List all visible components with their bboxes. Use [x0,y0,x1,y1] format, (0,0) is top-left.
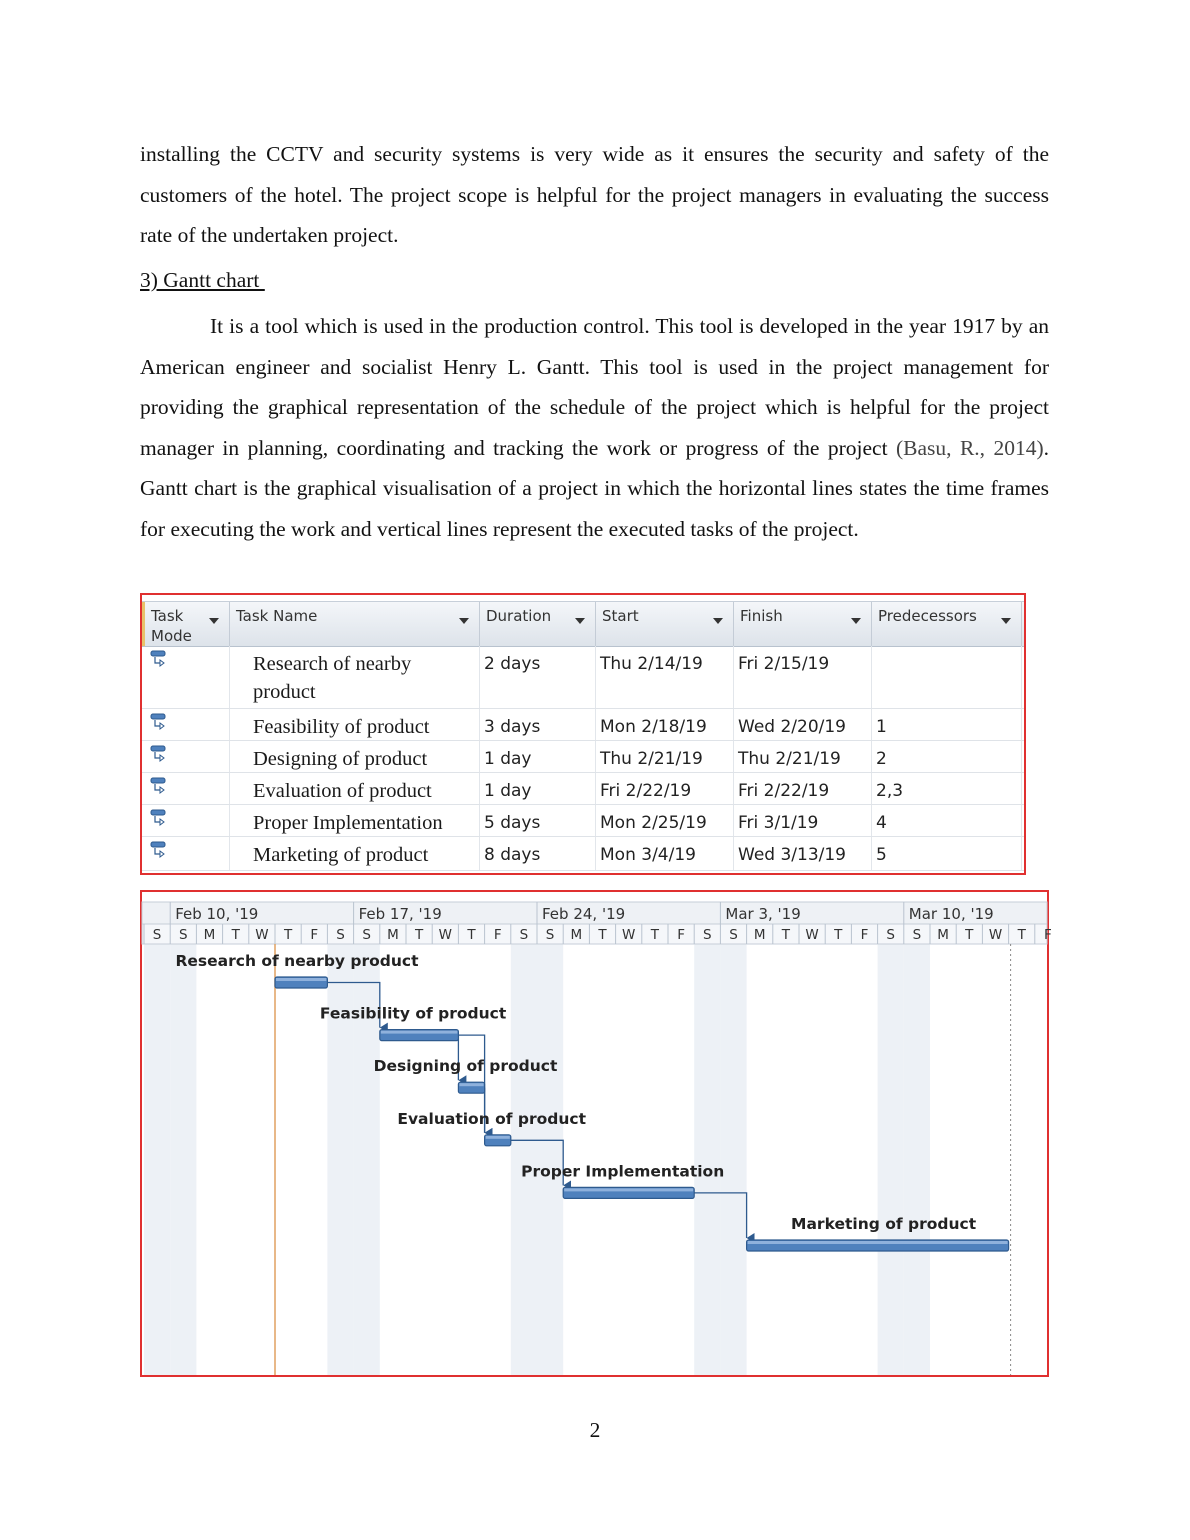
predecessors-cell[interactable]: 2,3 [872,773,1022,804]
day-label: T [965,927,974,943]
day-label: F [493,927,502,943]
predecessors-cell[interactable]: 2 [872,741,1022,772]
task-table [140,593,1026,875]
task-mode-cell [142,709,230,740]
citation: (Basu, R., 2014) [896,435,1044,460]
header-finish[interactable] [734,602,872,646]
day-label: M [570,927,583,943]
day-label: S [336,927,345,943]
task-label: Evaluation of product [397,1109,587,1128]
task-bar-highlight [748,1241,1008,1244]
day-label: T [781,927,791,943]
start-cell[interactable]: Mon 3/4/19 [596,837,734,870]
day-label: S [362,927,371,943]
day-label: M [753,927,766,943]
day-label: S [912,927,922,943]
header-duration[interactable] [480,602,596,646]
gantt-chart-canvas [142,892,1052,1375]
header-start-label: Start [602,607,639,625]
task-label: Proper Implementation [521,1162,725,1181]
day-label: S [519,927,529,943]
task-name-cell[interactable]: Evaluation of product [230,773,480,804]
header-task-mode[interactable] [142,602,230,646]
task-name-cell[interactable]: Marketing of product [230,837,480,870]
predecessors-cell[interactable] [872,646,1022,708]
header-start[interactable] [596,602,734,646]
task-bar-highlight [381,1031,458,1034]
start-cell[interactable]: Fri 2/22/19 [596,773,734,804]
dropdown-arrow-icon[interactable] [209,618,219,624]
task-table-header [142,601,1024,647]
day-label: T [834,927,843,943]
table-row[interactable] [142,805,1024,837]
auto-schedule-icon [150,713,170,733]
task-mode-cell [142,837,230,870]
start-cell[interactable]: Mon 2/18/19 [596,709,734,740]
day-label: S [703,927,712,943]
header-task-name[interactable] [230,602,480,646]
header-task-mode-line1: Task [151,607,184,625]
task-name-cell[interactable]: Proper Implementation [230,805,480,836]
task-name-line2: product [253,681,316,703]
predecessors-cell[interactable]: 1 [872,709,1022,740]
page-number: 2 [589,1418,601,1442]
day-label: W [805,927,819,943]
gantt-chart [140,890,1052,1377]
duration-cell[interactable]: 1 day [480,773,596,804]
table-row[interactable] [142,646,1024,709]
week-label: Feb 24, '19 [542,905,626,923]
week-label: Mar 3, '19 [725,905,801,923]
duration-cell[interactable]: 8 days [480,837,596,870]
day-label: S [729,927,738,943]
task-bar-highlight [459,1083,483,1086]
header-task-mode-line2: Mode [151,627,192,645]
section-heading-gantt: 3) Gantt chart [140,268,265,292]
task-label: Feasibility of product [319,1004,507,1023]
task-mode-cell [142,741,230,772]
auto-schedule-icon [150,650,170,670]
dropdown-arrow-icon[interactable] [459,618,469,624]
auto-schedule-icon [150,841,170,861]
dropdown-arrow-icon[interactable] [1001,618,1011,624]
task-name-cell[interactable]: Designing of product [230,741,480,772]
timescale-days-row [142,924,1047,944]
finish-cell[interactable]: Wed 2/20/19 [734,709,872,740]
task-label: Marketing of product [791,1215,977,1233]
task-bar-highlight [564,1188,693,1191]
task-bar-highlight [486,1136,510,1139]
duration-cell[interactable]: 2 days [480,646,596,708]
finish-cell[interactable]: Thu 2/21/19 [734,741,872,772]
day-label: M [387,927,399,943]
auto-schedule-icon [150,745,170,765]
auto-schedule-icon [150,777,170,797]
day-label: T [467,927,476,943]
paragraph-text-before: It is a tool which is used in the production control. This tool is developed in the year 1917 by an American engineer and socialist Henry L. Gantt. This tool is used in the project management for providing the graphical representation of the schedule of the project which is helpful for the project manager in planning, coordinating and tracking the work or progress of the project [140,314,1049,460]
task-mode-cell [142,646,230,708]
header-task-name-label: Task Name [236,607,318,625]
day-label: T [1017,927,1026,943]
day-label: W [988,927,1003,943]
task-mode-cell [142,805,230,836]
task-name-cell[interactable] [230,646,480,708]
task-label: Research of nearby product [175,952,419,970]
day-label: S [179,927,188,943]
day-label: F [1044,927,1052,943]
weekend-shading [904,944,930,1375]
task-label: Designing of product [373,1057,558,1076]
finish-cell[interactable]: Fri 2/22/19 [734,773,872,804]
duration-cell[interactable]: 5 days [480,805,596,836]
day-label: T [598,927,607,943]
task-mode-cell [142,773,230,804]
day-label: W [622,927,636,943]
task-name-cell[interactable]: Feasibility of product [230,709,480,740]
day-label: W [255,927,269,943]
dropdown-arrow-icon[interactable] [575,618,585,624]
dropdown-arrow-icon[interactable] [713,618,723,624]
day-label: S [152,927,162,943]
day-label: F [860,927,869,943]
duration-cell[interactable]: 3 days [480,709,596,740]
header-finish-label: Finish [740,607,783,625]
day-label: T [231,927,240,943]
day-label: F [310,927,319,943]
auto-schedule-icon [150,809,170,829]
table-row[interactable] [142,709,1024,741]
day-label: W [438,927,452,943]
day-label: F [677,927,685,943]
day-label: T [650,927,660,943]
start-cell[interactable]: Mon 2/25/19 [596,805,734,836]
day-label: S [886,927,895,943]
predecessors-cell[interactable]: 5 [872,837,1022,870]
table-row[interactable] [142,773,1024,805]
finish-cell[interactable]: Fri 3/1/19 [734,805,872,836]
task-name-line1: Research of nearby [253,653,412,675]
paragraph-text-after: . Gantt chart is the graphical visualisation of a project in which the horizontal lines states the time frames for executing the work and vertical lines represent the executed tasks of the project. [140,435,1049,541]
dropdown-arrow-icon[interactable] [851,618,861,624]
start-cell[interactable]: Thu 2/14/19 [596,646,734,708]
duration-cell[interactable]: 1 day [480,741,596,772]
week-label: Mar 10, '19 [908,905,994,923]
header-predecessors-label: Predecessors [878,607,977,625]
day-label: T [283,927,293,943]
weekend-shading [694,944,720,1375]
weekend-shading [720,944,746,1375]
weekend-shading [537,944,563,1375]
day-label: M [203,927,216,943]
weekend-shading [170,944,196,1375]
start-cell[interactable]: Thu 2/21/19 [596,741,734,772]
week-label: Feb 17, '19 [358,905,442,923]
weekend-shading [511,944,537,1375]
header-duration-label: Duration [486,607,552,625]
table-row[interactable] [142,837,1024,871]
paragraph-scope: installing the CCTV and security systems is very wide as it ensures the security and safety of the customers of the hotel. The project scope is helpful for the project managers in evaluating the success rate of the undertaken project. [140,142,1049,247]
day-label: M [937,927,949,943]
weekend-shading [878,944,904,1375]
header-predecessors[interactable] [872,602,1022,646]
day-label: T [414,927,424,943]
day-label: S [545,927,555,943]
paragraph-gantt-description [140,306,1049,549]
week-label: Feb 10, '19 [175,905,259,923]
table-row[interactable] [142,741,1024,773]
finish-cell[interactable]: Wed 3/13/19 [734,837,872,870]
weekend-shading [144,944,170,1375]
predecessors-cell[interactable]: 4 [872,805,1022,836]
finish-cell[interactable]: Fri 2/15/19 [734,646,872,708]
task-bar-highlight [276,978,326,981]
